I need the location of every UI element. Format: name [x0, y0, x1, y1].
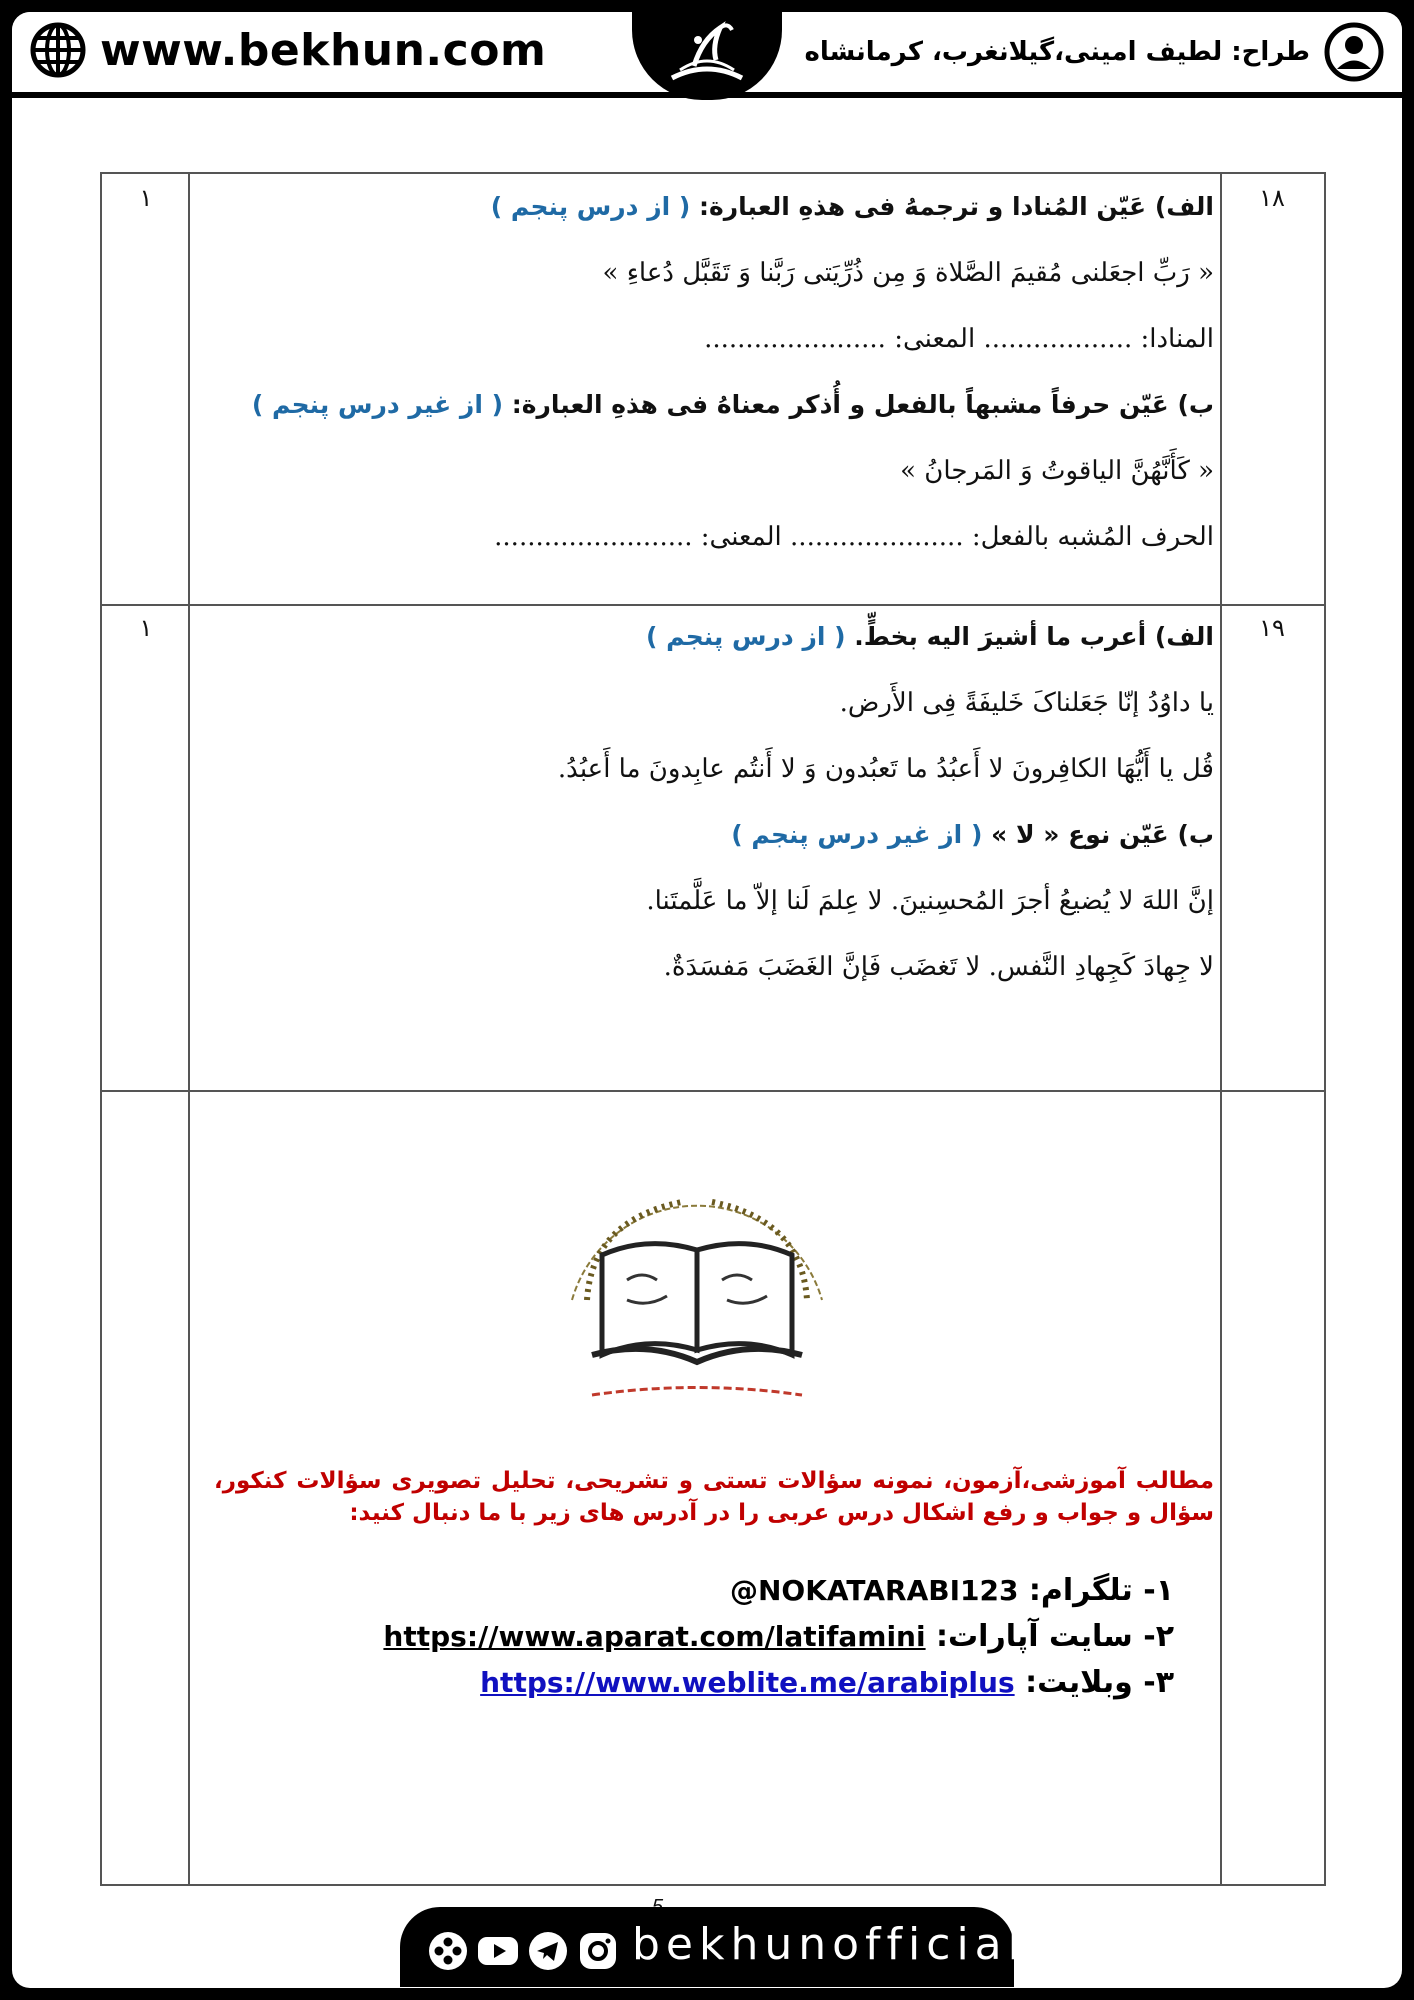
- website-link[interactable]: [30, 22, 546, 78]
- question-score: ۱: [139, 184, 153, 212]
- social-icons: [426, 1929, 620, 1973]
- sentence-line: إنَّ اللهَ لا یُضیعُ أجرَ المُحسِنینَ. لا عِلمَ لَنا إلاّ ما عَلَّمتَنا.: [646, 886, 1214, 916]
- instruction-text: ب) عَیّن نوع « لا »: [991, 820, 1214, 849]
- social-footer: [400, 1907, 1026, 1987]
- instruction-line: [214, 808, 1214, 874]
- question-row-18: [102, 174, 1324, 606]
- question-content: [214, 180, 1214, 576]
- aparat-link[interactable]: [383, 1614, 1174, 1660]
- instruction-text: الف) عَیّن المُنادا و ترجمهُ فی هذهِ العبارة:: [699, 192, 1214, 221]
- question-content: [214, 610, 1214, 1006]
- telegram-icon[interactable]: [526, 1929, 570, 1973]
- question-number: ۱۹: [1259, 614, 1285, 642]
- designer-name: طراح: لطیف امینی،گیلانغرب، کرمانشاه: [804, 37, 1310, 67]
- source-note: ( از غیر درس پنجم ): [251, 390, 512, 419]
- source-note: ( از درس پنجم ): [490, 192, 699, 221]
- website-url[interactable]: www.bekhun.com: [100, 24, 547, 76]
- youtube-icon[interactable]: [476, 1929, 520, 1973]
- question-score: ۱: [139, 614, 153, 642]
- telegram-link[interactable]: [383, 1568, 1174, 1614]
- contact-links: [383, 1568, 1174, 1706]
- designer-credit: [804, 22, 1384, 82]
- instruction-line: [214, 610, 1214, 676]
- promo-row: [102, 1090, 1324, 1882]
- sentence-line: لا جِهادَ کَجِهادِ النَّفس. لا تَغضَب فَإنَّ الغَضَبَ مَفسَدَةٌ.: [663, 952, 1214, 982]
- sentence-line: یا داوُدُ إنّا جَعَلناکَ خَلیفَةً فِی الأَرض.: [839, 688, 1214, 718]
- top-banner: [12, 12, 1402, 98]
- link-label: ۱- تلگرام:: [1018, 1573, 1174, 1608]
- instruction-line: [214, 378, 1214, 444]
- link-label: ۳- وبلایت:: [1014, 1665, 1174, 1700]
- answer-line: الحرف المُشبه بالفعل: ..................... المعنی: ........................: [494, 522, 1214, 552]
- instruction-text: ب) عَیّن حرفاً مشبهاً بالفعل و أُذکر معناهُ فی هذهِ العبارة:: [511, 390, 1214, 419]
- arabic-book-emblem-icon: [532, 1140, 862, 1430]
- verse-line: « رَبِّ اجعَلنی مُقیمَ الصَّلاة وَ مِن ذُرِّیَتی رَبَّنا وَ تَقَبَّل دُعاءِ »: [602, 258, 1214, 288]
- link-url[interactable]: @NOKATARABI123: [729, 1574, 1019, 1607]
- promo-text: مطالب آموزشی،آزمون، نمونه سؤالات تستی و تشریحی، تحلیل تصویری سؤالات کنکور، سؤال و جواب و رفع اشکال درس عربی را در آدرس های زیر با ما دنبال کنید:: [214, 1468, 1214, 1526]
- link-url[interactable]: https://www.weblite.me/arabiplus: [480, 1666, 1015, 1699]
- link-url[interactable]: https://www.aparat.com/latifamini: [383, 1620, 926, 1653]
- book-logo-icon: [632, 12, 782, 100]
- sentence-line: قُل یا أَیُّهَا الکافِرونَ لا أَعبُدُ ما تَعبُدون وَ لا أَنتُم عابِدونَ ما أَعبُدُ.: [557, 754, 1214, 784]
- user-icon: [1324, 22, 1384, 82]
- instagram-icon[interactable]: [576, 1929, 620, 1973]
- social-handle[interactable]: bekhunofficial: [632, 1919, 1026, 1970]
- brand-logo: [632, 12, 782, 100]
- source-note: ( از غیر درس پنجم ): [731, 820, 992, 849]
- page: [12, 12, 1402, 1988]
- verse-line: « کَأَنَّهُنَّ الیاقوتُ وَ المَرجانُ »: [900, 456, 1214, 486]
- question-row-19: [102, 604, 1324, 1092]
- exam-table: [100, 172, 1326, 1886]
- instruction-text: الف) أعرب ما أشیرَ الیه بخطٍّ.: [854, 622, 1214, 651]
- globe-icon: [30, 22, 86, 78]
- answer-line: المناد‌ا: .................. المعنی: ......................: [704, 324, 1214, 354]
- film-reel-icon[interactable]: [426, 1929, 470, 1973]
- link-label: ۲- سایت آپارات:: [925, 1619, 1174, 1654]
- weblite-link[interactable]: [383, 1660, 1174, 1706]
- question-number: ۱۸: [1259, 184, 1285, 212]
- source-note: ( از درس پنجم ): [645, 622, 855, 651]
- instruction-line: [214, 180, 1214, 246]
